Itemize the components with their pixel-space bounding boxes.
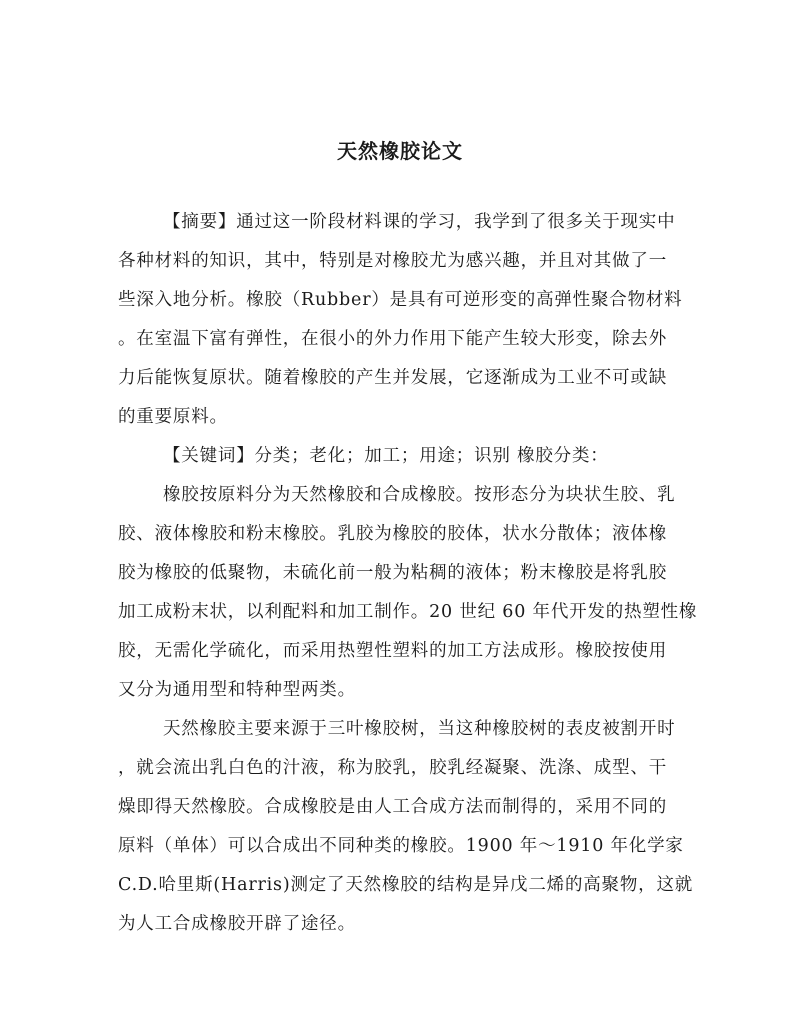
keywords-line: 【关键词】分类；老化；加工；用途；识别 橡胶分类： <box>163 446 609 466</box>
abstract-line-3: 些深入地分析。橡胶（Rubber）是具有可逆形变的高弹性聚合物材料 <box>118 290 683 310</box>
paragraph-1-line-1: 橡胶按原料分为天然橡胶和合成橡胶。按形态分为块状生胶、乳 <box>163 485 676 505</box>
paragraph-1-line-2: 胶、液体橡胶和粉末橡胶。乳胶为橡胶的胶体，状水分散体；液体橡 <box>118 524 667 544</box>
paragraph-2-line-5: C.D.哈里斯(Harris)测定了天然橡胶的结构是异戊二烯的高聚物，这就 <box>118 875 694 895</box>
paragraph-1-line-4: 加工成粉末状，以利配料和加工制作。20 世纪 60 年代开发的热塑性橡 <box>118 602 698 622</box>
paragraph-2-line-4: 原料（单体）可以合成出不同种类的橡胶。1900 年～1910 年化学家 <box>118 836 684 856</box>
paragraph-2-line-6: 为人工合成橡胶开辟了途径。 <box>118 914 356 934</box>
paragraph-2-line-2: ，就会流出乳白色的汁液，称为胶乳，胶乳经凝聚、洗涤、成型、干 <box>118 758 667 778</box>
abstract-line-5: 力后能恢复原状。随着橡胶的产生并发展，它逐渐成为工业不可或缺 <box>118 368 667 388</box>
abstract-line-6: 的重要原料。 <box>118 407 228 427</box>
paragraph-1-line-5: 胶，无需化学硫化，而采用热塑性塑料的加工方法成形。橡胶按使用 <box>118 641 667 661</box>
paragraph-2-line-3: 燥即得天然橡胶。合成橡胶是由人工合成方法而制得的，采用不同的 <box>118 797 667 817</box>
paragraph-1-line-3: 胶为橡胶的低聚物，未硫化前一般为粘稠的液体；粉末橡胶是将乳胶 <box>118 563 667 583</box>
abstract-line-1: 【摘要】通过这一阶段材料课的学习，我学到了很多关于现实中 <box>163 212 676 232</box>
document-title: 天然橡胶论文 <box>337 139 463 163</box>
abstract-line-4: 。在室温下富有弹性，在很小的外力作用下能产生较大形变，除去外 <box>118 329 667 349</box>
paragraph-1-line-6: 又分为通用型和特种型两类。 <box>118 680 356 700</box>
paragraph-2-line-1: 天然橡胶主要来源于三叶橡胶树，当这种橡胶树的表皮被割开时 <box>163 719 676 739</box>
abstract-line-2: 各种材料的知识，其中，特别是对橡胶尤为感兴趣，并且对其做了一 <box>118 251 667 271</box>
